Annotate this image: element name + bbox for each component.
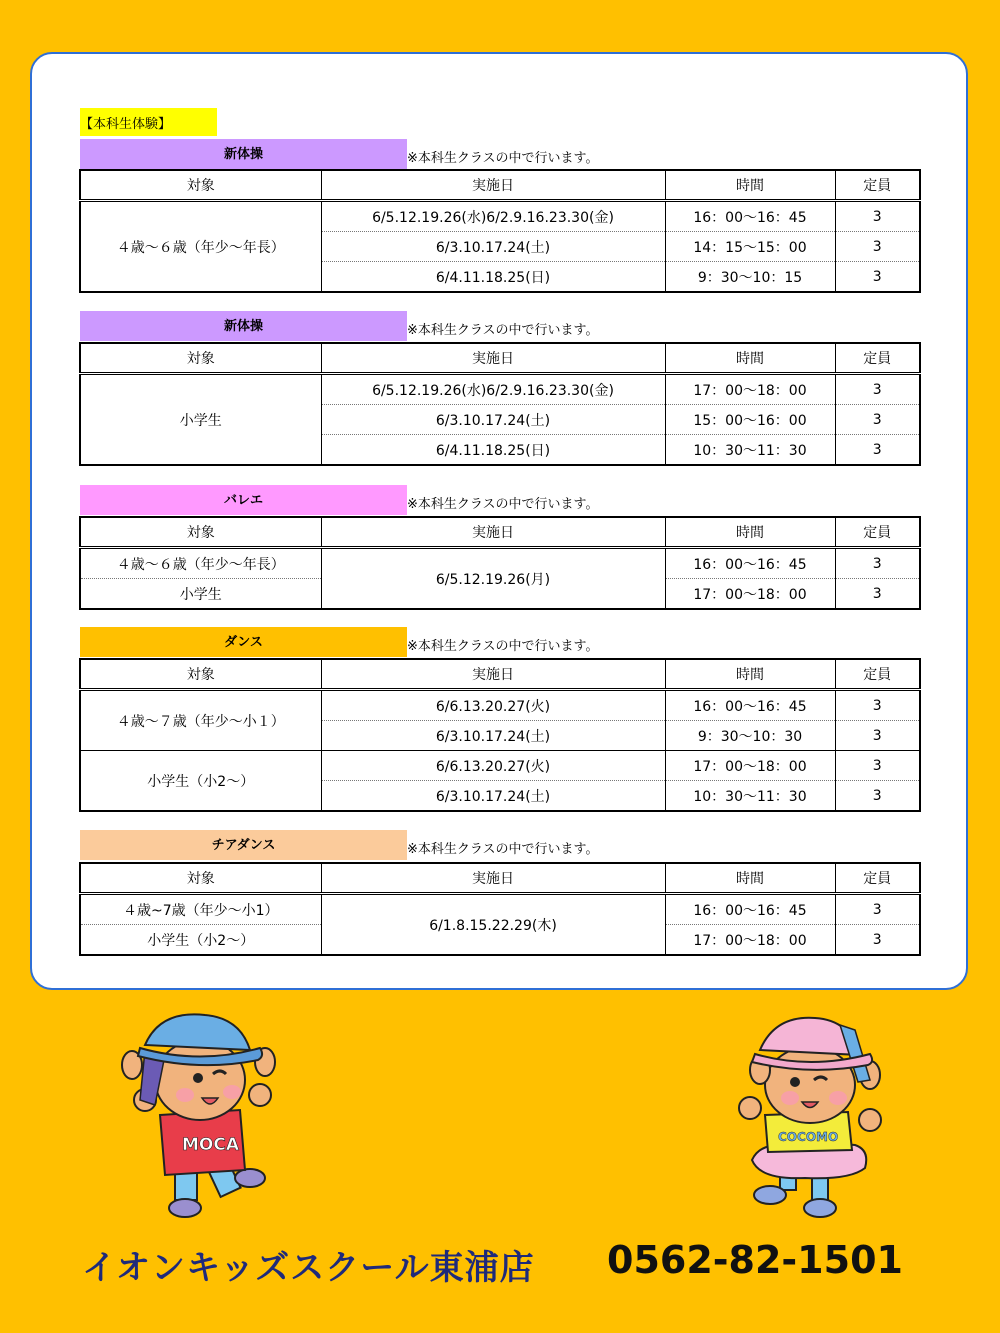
schedule-table-ballet [79,516,921,610]
header-date: 実施日 [321,343,665,374]
capacity-cell: 3 [835,721,920,751]
time-cell: 9：30～10：15 [665,262,835,293]
time-cell: 17：00～18：00 [665,925,835,956]
header-time: 時間 [665,343,835,374]
section-note: ※本科生クラスの中で行います。 [407,842,599,857]
capacity-cell: 3 [835,232,920,262]
capacity-cell: 3 [835,579,920,610]
date-cell: 6/3.10.17.24(土) [321,405,665,435]
time-cell: 14：15～15：00 [665,232,835,262]
section-label: 新体操 [80,311,407,341]
table-row [80,374,920,405]
header-capacity: 定員 [835,863,920,894]
capacity-cell: 3 [835,435,920,466]
header-target: 対象 [80,659,321,690]
header-date: 実施日 [321,863,665,894]
schedule-table-cheer-dance [79,862,921,956]
date-cell: 6/3.10.17.24(土) [321,721,665,751]
date-cell: 6/4.11.18.25(日) [321,262,665,293]
date-cell: 6/6.13.20.27(火) [321,751,665,781]
phone-number[interactable]: 0562-82-1501 [607,1238,903,1282]
cocomo-shirt-text: COCOMO [778,1130,839,1144]
schedule-table-rhythmic-elementary [79,342,921,466]
date-cell: 6/3.10.17.24(土) [321,232,665,262]
target-cell: 小学生（小2～） [80,925,321,956]
header-time: 時間 [665,517,835,548]
target-cell: ４歳～６歳（年少～年長） [80,548,321,579]
header-capacity: 定員 [835,170,920,201]
time-cell: 10：30～11：30 [665,435,835,466]
section-header-cheer-dance [80,830,920,860]
capacity-cell: 3 [835,262,920,293]
section-note: ※本科生クラスの中で行います。 [407,639,599,654]
date-cell: 6/5.12.19.26(水)6/2.9.16.23.30(金) [321,374,665,405]
date-cell: 6/4.11.18.25(日) [321,435,665,466]
header-target: 対象 [80,343,321,374]
date-cell: 6/3.10.17.24(土) [321,781,665,812]
capacity-cell: 3 [835,781,920,812]
date-cell: 6/1.8.15.22.29(木) [321,894,665,956]
target-cell: ４歳~7歳（年少～小1） [80,894,321,925]
table-row [80,690,920,721]
header-date: 実施日 [321,659,665,690]
store-name: イオンキッズスクール東浦店 [82,1248,535,1288]
time-cell: 17：00～18：00 [665,751,835,781]
header-time: 時間 [665,659,835,690]
section-tag: 【本科生体験】 [80,108,217,136]
section-note: ※本科生クラスの中で行います。 [407,151,599,166]
header-target: 対象 [80,863,321,894]
schedule-table-dance [79,658,921,812]
time-cell: 9：30～10：30 [665,721,835,751]
time-cell: 17：00～18：00 [665,374,835,405]
table-row [80,201,920,232]
capacity-cell: 3 [835,894,920,925]
header-time: 時間 [665,863,835,894]
section-header-ballet [80,485,920,515]
target-cell: ４歳～６歳（年少～年長） [80,201,321,293]
section-header-rhythmic-2 [80,311,920,341]
section-header-dance [80,627,920,657]
header-capacity: 定員 [835,343,920,374]
table-row [80,548,920,579]
capacity-cell: 3 [835,374,920,405]
capacity-cell: 3 [835,548,920,579]
capacity-cell: 3 [835,751,920,781]
section-header-rhythmic-1 [80,139,920,169]
time-cell: 15：00～16：00 [665,405,835,435]
moca-shirt-text: MOCA [182,1135,240,1155]
table-row [80,751,920,781]
section-label: バレエ [80,485,407,515]
target-cell: 小学生（小2～） [80,751,321,812]
header-date: 実施日 [321,170,665,201]
time-cell: 16：00～16：45 [665,690,835,721]
header-capacity: 定員 [835,517,920,548]
date-cell: 6/5.12.19.26(水)6/2.9.16.23.30(金) [321,201,665,232]
time-cell: 16：00～16：45 [665,201,835,232]
section-label: ダンス [80,627,407,657]
cocomo-mascot-icon [730,1010,890,1225]
capacity-cell: 3 [835,201,920,232]
section-note: ※本科生クラスの中で行います。 [407,323,599,338]
section-label: 新体操 [80,139,407,169]
capacity-cell: 3 [835,405,920,435]
schedule-table-rhythmic-kids [79,169,921,293]
header-time: 時間 [665,170,835,201]
date-cell: 6/6.13.20.27(火) [321,690,665,721]
header-target: 対象 [80,170,321,201]
capacity-cell: 3 [835,925,920,956]
target-cell: 小学生 [80,579,321,610]
table-row [80,894,920,925]
time-cell: 10：30～11：30 [665,781,835,812]
section-note: ※本科生クラスの中で行います。 [407,497,599,512]
section-label: チアダンス [80,830,407,860]
header-date: 実施日 [321,517,665,548]
target-cell: ４歳～７歳（年少～小１） [80,690,321,751]
header-target: 対象 [80,517,321,548]
capacity-cell: 3 [835,690,920,721]
target-cell: 小学生 [80,374,321,466]
date-cell: 6/5.12.19.26(月) [321,548,665,610]
time-cell: 16：00～16：45 [665,894,835,925]
header-capacity: 定員 [835,659,920,690]
time-cell: 17：00～18：00 [665,579,835,610]
time-cell: 16：00～16：45 [665,548,835,579]
moca-mascot-icon [120,1010,280,1225]
